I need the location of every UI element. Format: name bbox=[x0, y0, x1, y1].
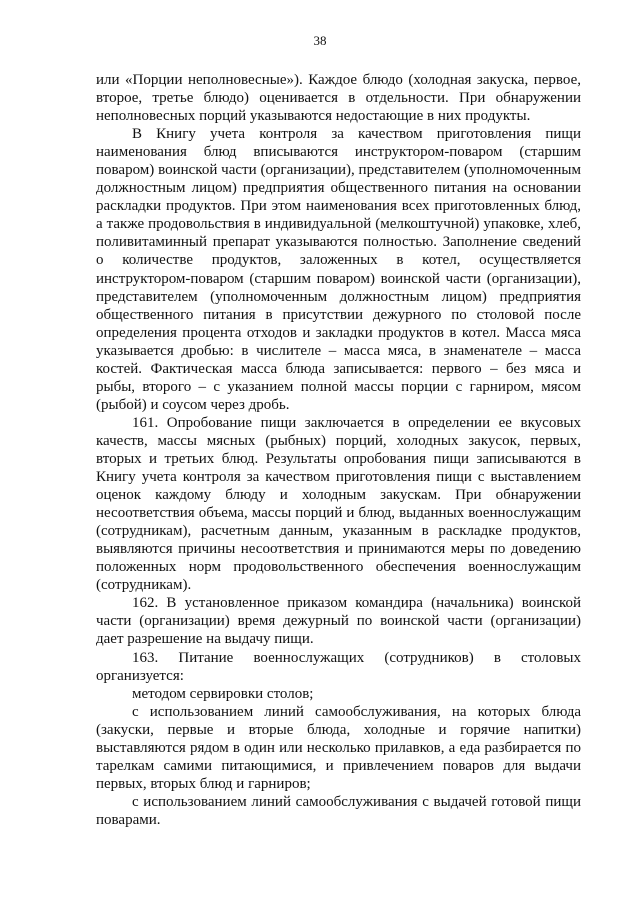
paragraph-163: 163. Питание военнослужащих (сотрудников) в столовых организуется: bbox=[96, 649, 581, 684]
paragraph-162: 162. В установленное приказом командира (начальника) воинской части (организации) время дежурный по воинской части (организации) дает разрешение на выдачу пищи. bbox=[96, 595, 581, 648]
body-text bbox=[96, 71, 581, 829]
paragraph-163-item-serving: методом сервировки столов; bbox=[132, 685, 314, 702]
paragraph-163-item-cook-service: с использованием линий самообслуживания с выдачей готовой пищи поварами. bbox=[96, 793, 581, 828]
paragraph-163-item-self-service: с использованием линий самообслуживания, на которых блюда (закуски, первые и вторые блюда, холодные и горячие напитки) выставляются рядом в один или несколько прилавков, а еда разбирается по тарелкам самими питающимися, и привлечением поваров для выдачи первых, вторых блюд и гарниров; bbox=[96, 703, 581, 792]
paragraph-kniga-ucheta: В Книгу учета контроля за качеством приготовления пищи наименования блюд вписываются инструктором-поваром (старшим поваром) воинской части (организации), представителем (уполномоченным должностным лицом) предприятия общественного питания на основании раскладки продуктов. При этом наименования всех приготовленных блюд, а также продовольствия в индивидуальной (мелкоштучной) упаковке, хлеб, поливитаминный препарат указываются полностью. Заполнение сведений о количестве продуктов, заложенных в котел, осуществляется инструктором-поваром (старшим поваром) воинской части (организации), представителем (уполномоченным должностным лицом) предприятия общественного питания в присутствии дежурного по столовой после определения процента отходов и закладки продуктов в котел. Масса мяса указывается дробью: в числителе – масса мяса, в знаменателе – масса костей. Фактическая масса блюда записывается: первого – без мяса и рыбы, второго – с указанием полной массы порции с гарниром, мясом (рыбой) и соусом через дробь. bbox=[96, 126, 581, 413]
page-number: 38 bbox=[313, 33, 327, 48]
paragraph-161: 161. Опробование пищи заключается в определении ее вкусовых качеств, массы мясных (рыбных) порций, холодных закусок, первых, вторых и третьих блюд. Результаты опробования пищи записываются в Книгу учета контроля за качеством приготовления пищи с выставлением оценок каждому блюду и холодным закускам. При обнаружении несоответствия объема, массы порций и блюд, выданных военнослужащим (сотрудникам), расчетным данным, указанным в раскладке продуктов, выявляются причины несоответствия и принимаются меры по доведению положенных норм продовольственного обеспечения военнослужащим (сотрудникам). bbox=[96, 414, 581, 594]
paragraph-continuation: или «Порции неполновесные»). Каждое блюдо (холодная закуска, первое, второе, третье блюдо) оценивается в отдельности. При обнаружении неполновесных порций указываются недостающие в них продукты. bbox=[96, 72, 581, 125]
